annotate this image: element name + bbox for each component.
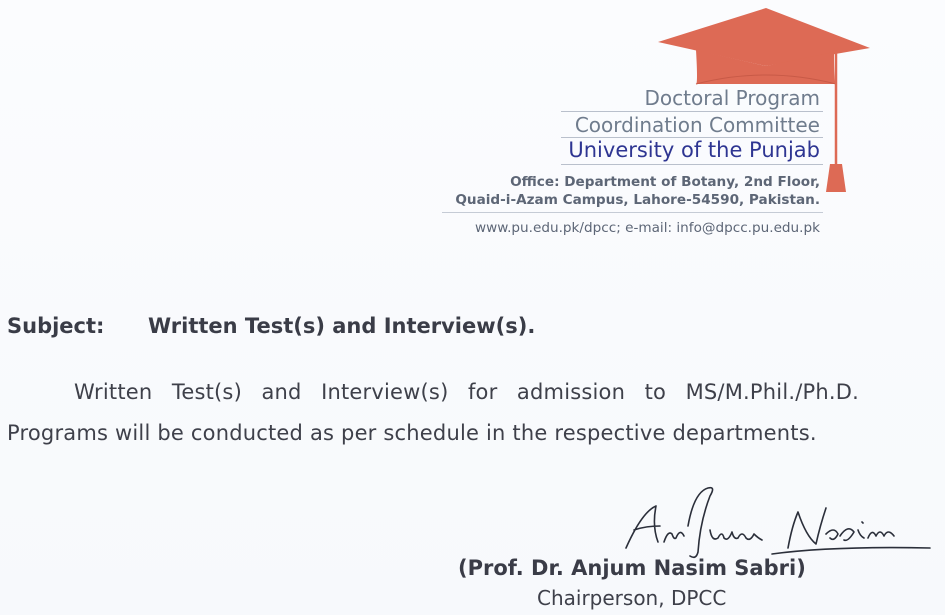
subject-line [7,314,535,338]
office-address-line1: Office: Department of Botany, 2nd Floor, [510,174,820,190]
org-name-line1: Doctoral Program [644,86,820,110]
body-paragraph: Written Test(s) and Interview(s) for admission to MS/M.Phil./Ph.D. Programs will be conducted as per schedule in the respective departments. [7,380,859,445]
signatory-name: (Prof. Dr. Anjum Nasim Sabri) [458,556,806,580]
divider [561,111,823,112]
contact-web-email: www.pu.edu.pk/dpcc; e-mail: info@dpcc.pu.edu.pk [474,220,820,236]
divider [561,164,823,165]
signatory-title: Chairperson, DPCC [537,586,727,610]
letterhead [420,0,880,250]
org-name-line2: Coordination Committee [574,113,820,137]
subject-text: Written Test(s) and Interview(s). [148,314,536,338]
university-name: University of the Punjab [568,138,820,162]
office-address-line2: Quaid-i-Azam Campus, Lahore-54590, Pakistan. [455,192,820,208]
divider [442,212,823,213]
handwritten-signature-icon [612,482,942,562]
subject-label: Subject: [7,314,105,338]
